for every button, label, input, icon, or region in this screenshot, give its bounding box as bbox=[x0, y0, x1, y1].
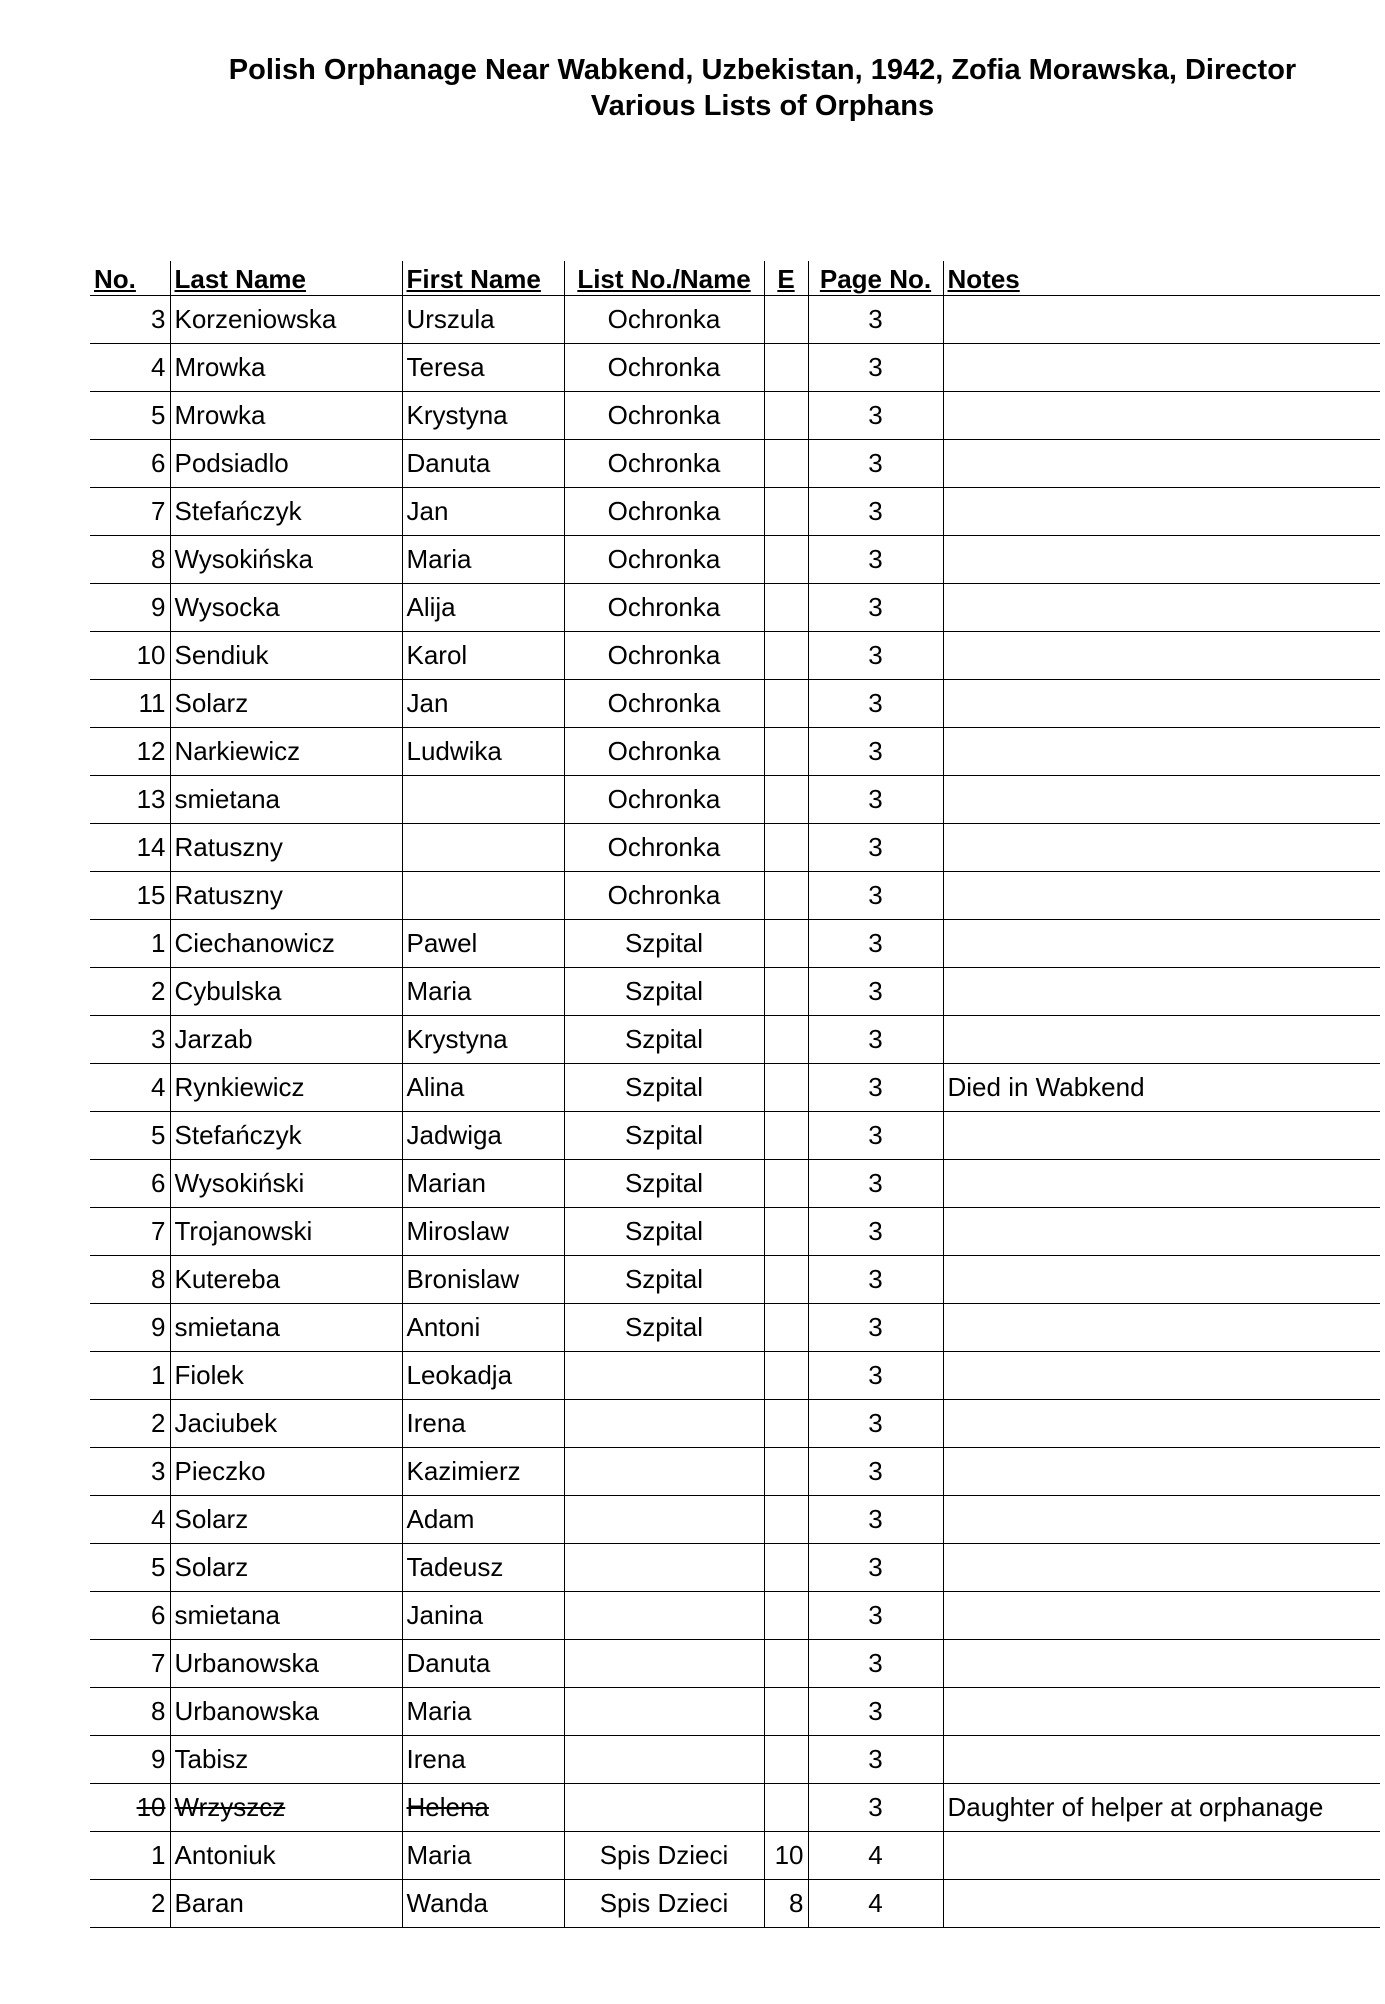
cell-e bbox=[764, 1592, 808, 1640]
table-row bbox=[90, 1256, 1380, 1304]
table-row bbox=[90, 1400, 1380, 1448]
cell-list: Szpital bbox=[564, 920, 764, 968]
cell-notes bbox=[943, 488, 1380, 536]
cell-page: 3 bbox=[808, 1112, 943, 1160]
cell-notes bbox=[943, 1736, 1380, 1784]
table-row bbox=[90, 1592, 1380, 1640]
cell-page: 3 bbox=[808, 968, 943, 1016]
table-row bbox=[90, 1880, 1380, 1928]
cell-e bbox=[764, 824, 808, 872]
cell-last-name: Wysokiński bbox=[170, 1160, 402, 1208]
cell-no: 5 bbox=[90, 392, 170, 440]
cell-page: 3 bbox=[808, 1160, 943, 1208]
table-row bbox=[90, 296, 1380, 344]
cell-no: 3 bbox=[90, 1448, 170, 1496]
cell-list: Ochronka bbox=[564, 776, 764, 824]
cell-last-name: Cybulska bbox=[170, 968, 402, 1016]
cell-no: 6 bbox=[90, 440, 170, 488]
cell-list: Szpital bbox=[564, 968, 764, 1016]
table-row bbox=[90, 488, 1380, 536]
cell-no: 8 bbox=[90, 1688, 170, 1736]
cell-list: Ochronka bbox=[564, 824, 764, 872]
cell-page: 3 bbox=[808, 296, 943, 344]
cell-notes bbox=[943, 344, 1380, 392]
table-row bbox=[90, 824, 1380, 872]
cell-first-name: Maria bbox=[402, 968, 564, 1016]
table-row bbox=[90, 1016, 1380, 1064]
cell-notes bbox=[943, 1208, 1380, 1256]
cell-first-name: Bronislaw bbox=[402, 1256, 564, 1304]
cell-notes bbox=[943, 440, 1380, 488]
page-title bbox=[0, 52, 1385, 124]
cell-first-name: Adam bbox=[402, 1496, 564, 1544]
cell-e bbox=[764, 680, 808, 728]
cell-list: Szpital bbox=[564, 1304, 764, 1352]
cell-e bbox=[764, 1304, 808, 1352]
cell-e bbox=[764, 1448, 808, 1496]
cell-no: 6 bbox=[90, 1160, 170, 1208]
cell-last-name: Fiolek bbox=[170, 1352, 402, 1400]
table-row bbox=[90, 1304, 1380, 1352]
cell-last-name: Jaciubek bbox=[170, 1400, 402, 1448]
cell-list: Ochronka bbox=[564, 344, 764, 392]
cell-page: 3 bbox=[808, 1784, 943, 1832]
cell-notes bbox=[943, 1352, 1380, 1400]
cell-notes bbox=[943, 1016, 1380, 1064]
cell-notes bbox=[943, 1448, 1380, 1496]
cell-no: 8 bbox=[90, 1256, 170, 1304]
cell-list: Ochronka bbox=[564, 632, 764, 680]
cell-e bbox=[764, 1400, 808, 1448]
cell-first-name: Wanda bbox=[402, 1880, 564, 1928]
cell-e bbox=[764, 344, 808, 392]
cell-list: Ochronka bbox=[564, 392, 764, 440]
cell-notes bbox=[943, 1400, 1380, 1448]
cell-notes bbox=[943, 968, 1380, 1016]
column-header-last-name: Last Name bbox=[170, 261, 402, 296]
cell-no: 4 bbox=[90, 1496, 170, 1544]
cell-last-name: Mrowka bbox=[170, 344, 402, 392]
table-body bbox=[90, 296, 1380, 1928]
cell-no: 15 bbox=[90, 872, 170, 920]
cell-last-name: Urbanowska bbox=[170, 1640, 402, 1688]
cell-notes bbox=[943, 1304, 1380, 1352]
cell-page: 3 bbox=[808, 1544, 943, 1592]
cell-list: Ochronka bbox=[564, 680, 764, 728]
cell-page: 3 bbox=[808, 632, 943, 680]
cell-notes bbox=[943, 536, 1380, 584]
cell-first-name: Irena bbox=[402, 1736, 564, 1784]
cell-first-name: Jan bbox=[402, 488, 564, 536]
table-row bbox=[90, 584, 1380, 632]
cell-notes bbox=[943, 1496, 1380, 1544]
cell-list: Ochronka bbox=[564, 584, 764, 632]
cell-notes bbox=[943, 1688, 1380, 1736]
cell-notes bbox=[943, 776, 1380, 824]
cell-notes bbox=[943, 728, 1380, 776]
cell-list bbox=[564, 1496, 764, 1544]
cell-last-name: smietana bbox=[170, 1592, 402, 1640]
table-row bbox=[90, 872, 1380, 920]
cell-page: 3 bbox=[808, 1208, 943, 1256]
table-row bbox=[90, 392, 1380, 440]
cell-notes bbox=[943, 1112, 1380, 1160]
cell-page: 3 bbox=[808, 1688, 943, 1736]
cell-notes bbox=[943, 1880, 1380, 1928]
cell-page: 3 bbox=[808, 680, 943, 728]
cell-e bbox=[764, 440, 808, 488]
cell-e: 8 bbox=[764, 1880, 808, 1928]
cell-first-name bbox=[402, 776, 564, 824]
table-row bbox=[90, 1688, 1380, 1736]
cell-page: 3 bbox=[808, 1304, 943, 1352]
cell-e bbox=[764, 488, 808, 536]
cell-notes bbox=[943, 1160, 1380, 1208]
cell-list: Szpital bbox=[564, 1064, 764, 1112]
cell-first-name bbox=[402, 824, 564, 872]
cell-page: 3 bbox=[808, 536, 943, 584]
cell-notes bbox=[943, 920, 1380, 968]
cell-notes: Daughter of helper at orphanage bbox=[943, 1784, 1380, 1832]
cell-list: Szpital bbox=[564, 1256, 764, 1304]
cell-no: 9 bbox=[90, 1304, 170, 1352]
cell-last-name: Solarz bbox=[170, 1496, 402, 1544]
cell-page: 3 bbox=[808, 1592, 943, 1640]
cell-notes bbox=[943, 680, 1380, 728]
cell-e bbox=[764, 728, 808, 776]
table-row bbox=[90, 728, 1380, 776]
cell-e: 10 bbox=[764, 1832, 808, 1880]
cell-list bbox=[564, 1736, 764, 1784]
cell-e bbox=[764, 968, 808, 1016]
cell-first-name: Ludwika bbox=[402, 728, 564, 776]
cell-first-name: Antoni bbox=[402, 1304, 564, 1352]
cell-e bbox=[764, 1160, 808, 1208]
cell-no: 11 bbox=[90, 680, 170, 728]
cell-last-name: Wysokińska bbox=[170, 536, 402, 584]
table-row bbox=[90, 968, 1380, 1016]
table-row bbox=[90, 536, 1380, 584]
cell-first-name: Krystyna bbox=[402, 392, 564, 440]
table-row bbox=[90, 440, 1380, 488]
cell-last-name: Podsiadlo bbox=[170, 440, 402, 488]
cell-e bbox=[764, 1784, 808, 1832]
table-row bbox=[90, 1544, 1380, 1592]
cell-no: 4 bbox=[90, 344, 170, 392]
cell-page: 3 bbox=[808, 872, 943, 920]
table-row bbox=[90, 632, 1380, 680]
cell-notes: Died in Wabkend bbox=[943, 1064, 1380, 1112]
cell-page: 3 bbox=[808, 1400, 943, 1448]
cell-first-name: Helena bbox=[402, 1784, 564, 1832]
cell-no: 9 bbox=[90, 1736, 170, 1784]
cell-e bbox=[764, 920, 808, 968]
cell-list bbox=[564, 1448, 764, 1496]
cell-no: 7 bbox=[90, 488, 170, 536]
cell-e bbox=[764, 1736, 808, 1784]
cell-list bbox=[564, 1592, 764, 1640]
cell-last-name: Antoniuk bbox=[170, 1832, 402, 1880]
cell-first-name: Danuta bbox=[402, 440, 564, 488]
cell-list bbox=[564, 1640, 764, 1688]
cell-first-name: Jadwiga bbox=[402, 1112, 564, 1160]
cell-list: Szpital bbox=[564, 1160, 764, 1208]
cell-last-name: Solarz bbox=[170, 680, 402, 728]
cell-last-name: Mrowka bbox=[170, 392, 402, 440]
cell-page: 3 bbox=[808, 392, 943, 440]
column-header-e: E bbox=[764, 261, 808, 296]
cell-last-name: Tabisz bbox=[170, 1736, 402, 1784]
table-row bbox=[90, 680, 1380, 728]
cell-last-name: Jarzab bbox=[170, 1016, 402, 1064]
table-row bbox=[90, 1640, 1380, 1688]
cell-last-name: Korzeniowska bbox=[170, 296, 402, 344]
cell-list: Ochronka bbox=[564, 440, 764, 488]
cell-no: 2 bbox=[90, 968, 170, 1016]
column-header-page: Page No. bbox=[808, 261, 943, 296]
cell-last-name: Ciechanowicz bbox=[170, 920, 402, 968]
cell-last-name: Kutereba bbox=[170, 1256, 402, 1304]
cell-no: 4 bbox=[90, 1064, 170, 1112]
cell-e bbox=[764, 296, 808, 344]
table-row bbox=[90, 1352, 1380, 1400]
cell-list: Ochronka bbox=[564, 872, 764, 920]
cell-page: 3 bbox=[808, 344, 943, 392]
cell-no: 2 bbox=[90, 1880, 170, 1928]
table-row bbox=[90, 1448, 1380, 1496]
cell-list: Ochronka bbox=[564, 536, 764, 584]
cell-no: 6 bbox=[90, 1592, 170, 1640]
cell-list: Ochronka bbox=[564, 728, 764, 776]
cell-first-name: Marian bbox=[402, 1160, 564, 1208]
column-header-list: List No./Name bbox=[564, 261, 764, 296]
cell-no: 1 bbox=[90, 1832, 170, 1880]
cell-no: 8 bbox=[90, 536, 170, 584]
table-row bbox=[90, 776, 1380, 824]
cell-notes bbox=[943, 824, 1380, 872]
cell-notes bbox=[943, 296, 1380, 344]
cell-first-name: Alina bbox=[402, 1064, 564, 1112]
cell-e bbox=[764, 776, 808, 824]
cell-first-name: Irena bbox=[402, 1400, 564, 1448]
cell-last-name: Trojanowski bbox=[170, 1208, 402, 1256]
cell-e bbox=[764, 1544, 808, 1592]
cell-e bbox=[764, 1064, 808, 1112]
cell-page: 3 bbox=[808, 1448, 943, 1496]
table-row bbox=[90, 1784, 1380, 1832]
cell-notes bbox=[943, 872, 1380, 920]
cell-page: 3 bbox=[808, 1064, 943, 1112]
cell-page: 3 bbox=[808, 584, 943, 632]
cell-e bbox=[764, 1496, 808, 1544]
cell-first-name: Karol bbox=[402, 632, 564, 680]
cell-no: 3 bbox=[90, 296, 170, 344]
orphans-table bbox=[90, 261, 1380, 1928]
cell-page: 3 bbox=[808, 776, 943, 824]
cell-first-name: Tadeusz bbox=[402, 1544, 564, 1592]
cell-last-name: smietana bbox=[170, 1304, 402, 1352]
cell-list: Szpital bbox=[564, 1208, 764, 1256]
cell-page: 3 bbox=[808, 920, 943, 968]
cell-last-name: Ratuszny bbox=[170, 872, 402, 920]
cell-page: 3 bbox=[808, 824, 943, 872]
cell-notes bbox=[943, 1544, 1380, 1592]
cell-page: 4 bbox=[808, 1880, 943, 1928]
cell-e bbox=[764, 1208, 808, 1256]
cell-no: 9 bbox=[90, 584, 170, 632]
column-header-first-name: First Name bbox=[402, 261, 564, 296]
cell-list bbox=[564, 1544, 764, 1592]
cell-last-name: Solarz bbox=[170, 1544, 402, 1592]
column-header-notes: Notes bbox=[943, 261, 1380, 296]
title-line-2: Various Lists of Orphans bbox=[590, 90, 935, 122]
cell-page: 4 bbox=[808, 1832, 943, 1880]
cell-first-name: Jan bbox=[402, 680, 564, 728]
cell-list bbox=[564, 1400, 764, 1448]
cell-no: 5 bbox=[90, 1112, 170, 1160]
cell-no: 1 bbox=[90, 920, 170, 968]
table-row bbox=[90, 1832, 1380, 1880]
cell-last-name: Urbanowska bbox=[170, 1688, 402, 1736]
cell-e bbox=[764, 536, 808, 584]
cell-last-name: Wrzyszcz bbox=[170, 1784, 402, 1832]
cell-page: 3 bbox=[808, 488, 943, 536]
table-header-row bbox=[90, 261, 1380, 296]
cell-first-name: Teresa bbox=[402, 344, 564, 392]
table-row bbox=[90, 1160, 1380, 1208]
cell-page: 3 bbox=[808, 1640, 943, 1688]
cell-notes bbox=[943, 1832, 1380, 1880]
cell-e bbox=[764, 1112, 808, 1160]
cell-list: Spis Dzieci bbox=[564, 1832, 764, 1880]
cell-list bbox=[564, 1688, 764, 1736]
cell-last-name: Wysocka bbox=[170, 584, 402, 632]
table-row bbox=[90, 344, 1380, 392]
cell-notes bbox=[943, 584, 1380, 632]
cell-no: 10 bbox=[90, 1784, 170, 1832]
cell-no: 14 bbox=[90, 824, 170, 872]
cell-first-name: Urszula bbox=[402, 296, 564, 344]
cell-e bbox=[764, 1640, 808, 1688]
cell-last-name: Ratuszny bbox=[170, 824, 402, 872]
cell-no: 12 bbox=[90, 728, 170, 776]
cell-list bbox=[564, 1784, 764, 1832]
cell-notes bbox=[943, 632, 1380, 680]
cell-last-name: Rynkiewicz bbox=[170, 1064, 402, 1112]
cell-no: 7 bbox=[90, 1640, 170, 1688]
cell-first-name: Maria bbox=[402, 536, 564, 584]
cell-list: Szpital bbox=[564, 1112, 764, 1160]
cell-page: 3 bbox=[808, 1256, 943, 1304]
cell-first-name: Maria bbox=[402, 1832, 564, 1880]
cell-last-name: Stefańczyk bbox=[170, 1112, 402, 1160]
cell-last-name: Narkiewicz bbox=[170, 728, 402, 776]
cell-list: Szpital bbox=[564, 1016, 764, 1064]
cell-first-name: Alija bbox=[402, 584, 564, 632]
cell-page: 3 bbox=[808, 1352, 943, 1400]
cell-last-name: Stefańczyk bbox=[170, 488, 402, 536]
cell-list: Ochronka bbox=[564, 296, 764, 344]
table-row bbox=[90, 1064, 1380, 1112]
cell-e bbox=[764, 1256, 808, 1304]
cell-first-name: Leokadja bbox=[402, 1352, 564, 1400]
cell-no: 1 bbox=[90, 1352, 170, 1400]
table-row bbox=[90, 920, 1380, 968]
cell-list bbox=[564, 1352, 764, 1400]
cell-list: Ochronka bbox=[564, 488, 764, 536]
cell-last-name: Sendiuk bbox=[170, 632, 402, 680]
cell-last-name: Baran bbox=[170, 1880, 402, 1928]
table-row bbox=[90, 1496, 1380, 1544]
cell-first-name: Kazimierz bbox=[402, 1448, 564, 1496]
cell-no: 2 bbox=[90, 1400, 170, 1448]
table-row bbox=[90, 1112, 1380, 1160]
cell-page: 3 bbox=[808, 1736, 943, 1784]
table-row bbox=[90, 1208, 1380, 1256]
cell-e bbox=[764, 584, 808, 632]
cell-no: 10 bbox=[90, 632, 170, 680]
cell-first-name: Krystyna bbox=[402, 1016, 564, 1064]
cell-no: 3 bbox=[90, 1016, 170, 1064]
cell-page: 3 bbox=[808, 1496, 943, 1544]
cell-first-name: Maria bbox=[402, 1688, 564, 1736]
cell-first-name: Pawel bbox=[402, 920, 564, 968]
cell-notes bbox=[943, 1256, 1380, 1304]
cell-e bbox=[764, 392, 808, 440]
cell-notes bbox=[943, 392, 1380, 440]
cell-list: Spis Dzieci bbox=[564, 1880, 764, 1928]
cell-e bbox=[764, 1352, 808, 1400]
cell-page: 3 bbox=[808, 440, 943, 488]
table-row bbox=[90, 1736, 1380, 1784]
cell-e bbox=[764, 1688, 808, 1736]
title-line-1: Polish Orphanage Near Wabkend, Uzbekistan, 1942, Zofia Morawska, Director bbox=[228, 54, 1297, 86]
cell-no: 5 bbox=[90, 1544, 170, 1592]
cell-page: 3 bbox=[808, 728, 943, 776]
cell-first-name bbox=[402, 872, 564, 920]
cell-notes bbox=[943, 1592, 1380, 1640]
cell-last-name: Pieczko bbox=[170, 1448, 402, 1496]
cell-no: 13 bbox=[90, 776, 170, 824]
cell-first-name: Miroslaw bbox=[402, 1208, 564, 1256]
cell-no: 7 bbox=[90, 1208, 170, 1256]
cell-e bbox=[764, 632, 808, 680]
cell-page: 3 bbox=[808, 1016, 943, 1064]
cell-e bbox=[764, 1016, 808, 1064]
cell-last-name: smietana bbox=[170, 776, 402, 824]
cell-first-name: Danuta bbox=[402, 1640, 564, 1688]
cell-e bbox=[764, 872, 808, 920]
column-header-no: No. bbox=[90, 261, 170, 296]
cell-first-name: Janina bbox=[402, 1592, 564, 1640]
cell-notes bbox=[943, 1640, 1380, 1688]
